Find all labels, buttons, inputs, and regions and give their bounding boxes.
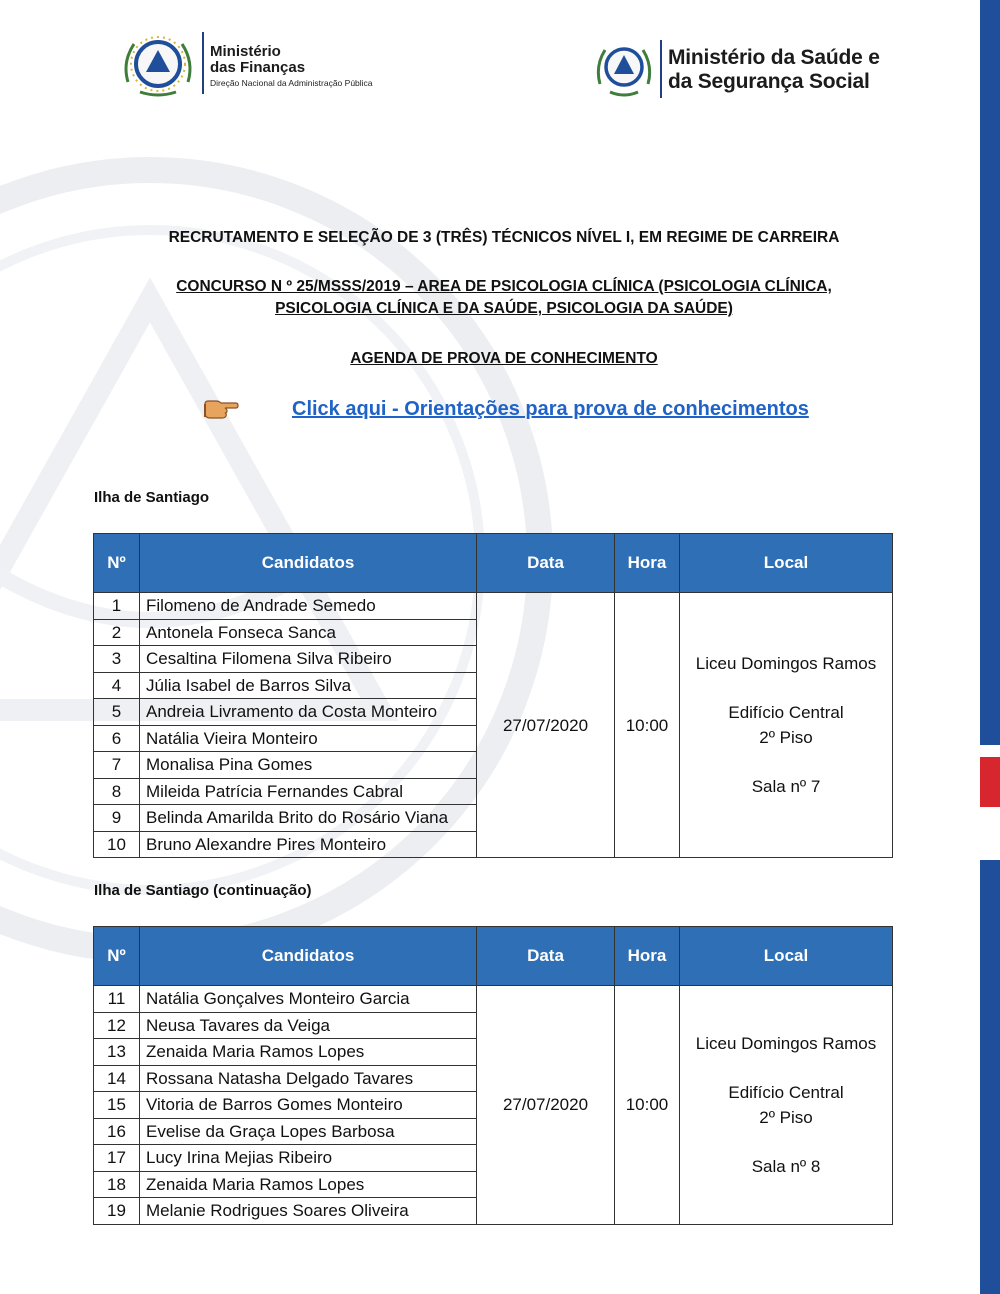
place-room: Sala nº 7 (751, 777, 821, 796)
candidate-name: Melanie Rodrigues Soares Oliveira (140, 1198, 477, 1225)
candidate-name: Filomeno de Andrade Semedo (140, 593, 477, 620)
logo-right-line1: Ministério da Saúde e (668, 46, 880, 70)
pointing-hand-icon (203, 398, 239, 420)
exam-time: 10:00 (615, 986, 680, 1225)
section-label-santiago-continued: Ilha de Santiago (continuação) (94, 882, 312, 899)
place-spacer (686, 676, 886, 700)
place-building: Edifício Central (728, 703, 844, 722)
place-floor: 2º Piso (759, 1107, 813, 1127)
edge-stripe-blue-bottom (980, 860, 1000, 1294)
cabo-verde-seal-icon (120, 32, 196, 100)
place-spacer (686, 750, 886, 774)
column-header-candidates: Candidatos (140, 927, 477, 986)
schedule-table-santiago (93, 533, 893, 858)
candidate-name: Cesaltina Filomena Silva Ribeiro (140, 646, 477, 673)
logo-left-line2: das Finanças (210, 59, 306, 77)
place-building: Edifício Central (728, 1082, 844, 1102)
table-row (94, 593, 893, 620)
candidate-number: 13 (94, 1039, 140, 1066)
agenda-title: AGENDA DE PROVA DE CONHECIMENTO (350, 350, 658, 367)
candidate-name: Bruno Alexandre Pires Monteiro (140, 831, 477, 858)
candidate-number: 14 (94, 1065, 140, 1092)
table-row (94, 986, 893, 1013)
column-header-place: Local (680, 534, 893, 593)
exam-time: 10:00 (615, 593, 680, 858)
candidate-number: 17 (94, 1145, 140, 1172)
contest-title (0, 276, 1000, 320)
candidate-name: Andreia Livramento da Costa Monteiro (140, 699, 477, 726)
contest-title-line2: PSICOLOGIA CLÍNICA E DA SAÚDE, PSICOLOGIA DA SAÚDE) (275, 300, 733, 317)
candidate-name: Antonela Fonseca Sanca (140, 619, 477, 646)
cabo-verde-seal-icon (594, 40, 654, 100)
candidate-number: 6 (94, 725, 140, 752)
candidate-name: Vitoria de Barros Gomes Monteiro (140, 1092, 477, 1119)
contest-title-line1: CONCURSO N º 25/MSSS/2019 – AREA DE PSICOLOGIA CLÍNICA (PSICOLOGIA CLÍNICA, (176, 278, 832, 295)
schedule-table-santiago-continued (93, 926, 893, 1225)
guidelines-link[interactable]: Click aqui - Orientações para prova de conhecimentos (292, 398, 809, 420)
edge-stripe-blue-top (980, 0, 1000, 745)
candidate-number: 15 (94, 1092, 140, 1119)
candidate-number: 10 (94, 831, 140, 858)
candidate-number: 8 (94, 778, 140, 805)
table-header-row (94, 927, 893, 986)
place-spacer (686, 1130, 886, 1154)
candidate-number: 18 (94, 1171, 140, 1198)
column-header-num: Nº (94, 927, 140, 986)
candidate-number: 9 (94, 805, 140, 832)
candidate-number: 3 (94, 646, 140, 673)
place-school: Liceu Domingos Ramos (695, 654, 877, 673)
column-header-num: Nº (94, 534, 140, 593)
edge-stripe-red (980, 757, 1000, 807)
candidate-name: Lucy Irina Mejias Ribeiro (140, 1145, 477, 1172)
candidate-name: Zenaida Maria Ramos Lopes (140, 1171, 477, 1198)
column-header-date: Data (477, 927, 615, 986)
candidate-name: Natália Gonçalves Monteiro Garcia (140, 986, 477, 1013)
column-header-candidates: Candidatos (140, 534, 477, 593)
candidate-name: Natália Vieira Monteiro (140, 725, 477, 752)
column-header-time: Hora (615, 534, 680, 593)
candidate-name: Evelise da Graça Lopes Barbosa (140, 1118, 477, 1145)
candidate-name: Zenaida Maria Ramos Lopes (140, 1039, 477, 1066)
candidate-name: Monalisa Pina Gomes (140, 752, 477, 779)
candidate-number: 11 (94, 986, 140, 1013)
candidate-name: Belinda Amarilda Brito do Rosário Viana (140, 805, 477, 832)
candidate-number: 7 (94, 752, 140, 779)
column-header-time: Hora (615, 927, 680, 986)
logo-left-line3: Direção Nacional da Administração Pública (210, 77, 373, 88)
exam-date: 27/07/2020 (477, 593, 615, 858)
exam-date: 27/07/2020 (477, 986, 615, 1225)
column-header-place: Local (680, 927, 893, 986)
place-spacer (686, 1056, 886, 1080)
logo-divider (660, 40, 662, 98)
candidate-number: 16 (94, 1118, 140, 1145)
place-school: Liceu Domingos Ramos (695, 1033, 877, 1053)
logo-left-line1: Ministério (210, 43, 281, 61)
candidate-number: 4 (94, 672, 140, 699)
logo-ministerio-saude (594, 40, 880, 100)
section-label-santiago: Ilha de Santiago (94, 489, 210, 506)
candidate-name: Júlia Isabel de Barros Silva (140, 672, 477, 699)
candidate-number: 2 (94, 619, 140, 646)
table-header-row (94, 534, 893, 593)
column-header-date: Data (477, 534, 615, 593)
place-floor: 2º Piso (759, 728, 813, 747)
recruitment-title: RECRUTAMENTO E SELEÇÃO DE 3 (TRÊS) TÉCNICOS NÍVEL I, EM REGIME DE CARREIRA (168, 229, 840, 246)
logo-ministerio-financas (120, 32, 373, 100)
candidate-number: 1 (94, 593, 140, 620)
logo-right-line2: da Segurança Social (668, 70, 870, 93)
candidate-name: Rossana Natasha Delgado Tavares (140, 1065, 477, 1092)
candidate-number: 5 (94, 699, 140, 726)
candidate-number: 19 (94, 1198, 140, 1225)
candidate-name: Neusa Tavares da Veiga (140, 1012, 477, 1039)
exam-place (680, 986, 893, 1225)
candidate-number: 12 (94, 1012, 140, 1039)
logo-divider (202, 32, 204, 94)
candidate-name: Mileida Patrícia Fernandes Cabral (140, 778, 477, 805)
exam-place (680, 593, 893, 858)
place-room: Sala nº 8 (751, 1156, 821, 1176)
